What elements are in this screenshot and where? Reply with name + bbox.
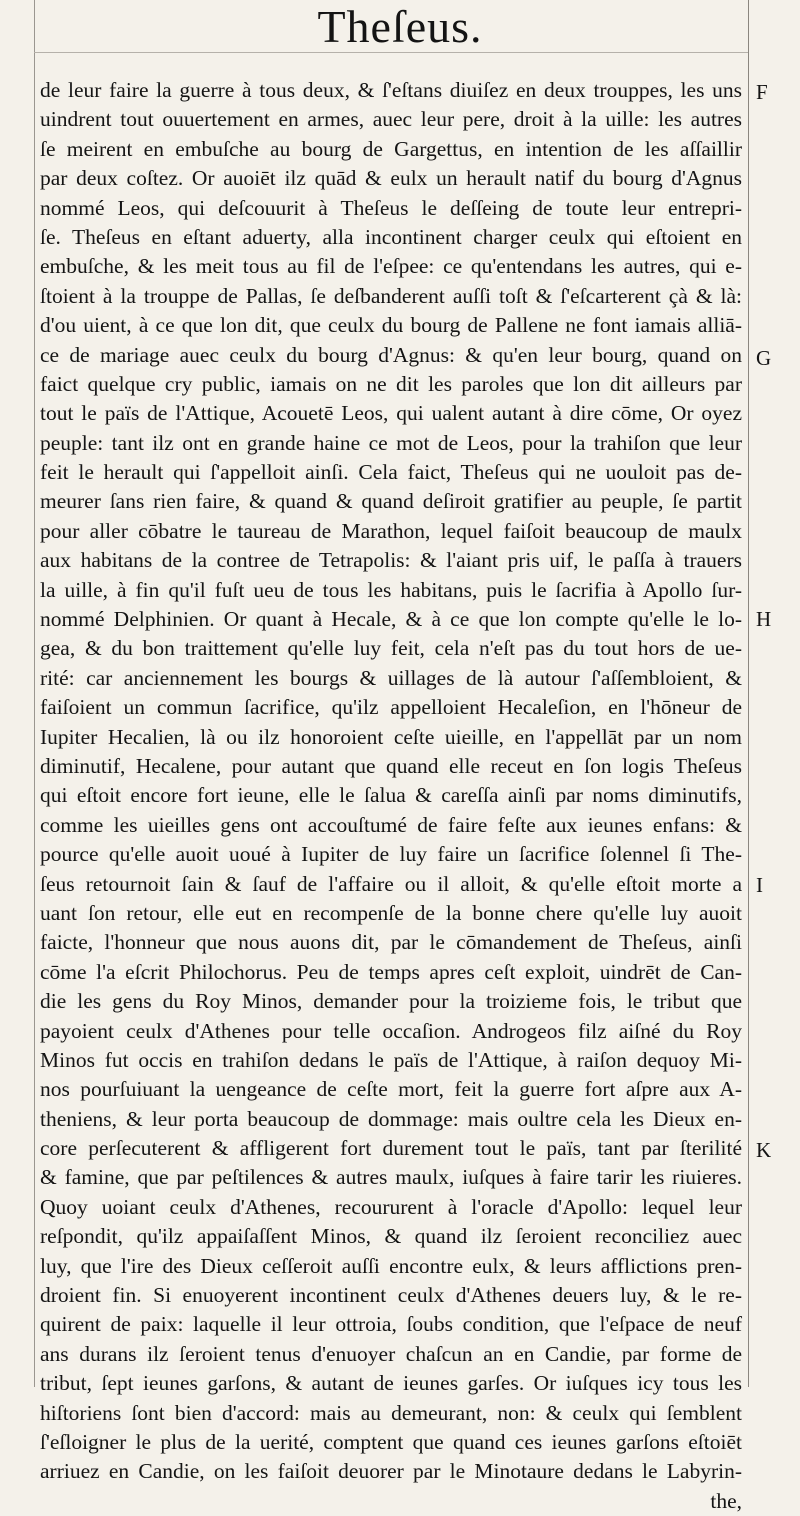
text-line: comme les uieilles gens ont accouſtumé de faire feſte aux ieunes enfans: & [40, 812, 742, 837]
text-line: d'ou uient, à ce que lon dit, que ceulx du bourg de Pallene ne font iamais alliā- [40, 313, 742, 338]
text-line: pource qu'elle auoit uoué à Iupiter de luy faire un ſacrifice ſolennel ſi The- [40, 842, 742, 867]
text-line: embuſche, & les meit tous au fil de l'eſpee: ce qu'entendans les autres, qui e- [40, 254, 742, 279]
text-line: die les gens du Roy Minos, demander pour la troizieme fois, le tribut que [40, 989, 742, 1014]
text-line: nommé Delphinien. Or quant à Hecale, & à ce que lon compte qu'elle le lo- [40, 607, 742, 632]
text-line: par deux coſtez. Or auoiēt ilz quād & eulx un herault natif du bourg d'Agnus [40, 166, 742, 191]
text-line: gea, & du bon traittement qu'elle luy feit, cela n'eſt pas du tout hors de ue- [40, 636, 742, 661]
text-line: ſ'eſloigner le plus de la uerité, comptent que quand ces ieunes garſons eſtoiēt [40, 1429, 742, 1454]
text-line: core perſecuterent & affligerent fort durement tout le païs, tant par ſterilité [40, 1136, 742, 1161]
text-line: Minos fut occis en trahiſon dedans le païs de l'Attique, à raiſon dequoy Mi- [40, 1047, 742, 1072]
running-head: Theſeus. [317, 1, 483, 52]
text-line: faiſoient un commun ſacrifice, qu'ilz appelloient Hecaleſion, en l'hōneur de [40, 695, 742, 720]
text-line: qui eſtoit encore fort ieune, elle le ſalua & careſſa ainſi par noms diminutifs, [40, 783, 742, 808]
text-line: theniens, & leur porta beaucoup de dommage: mais oultre cela les Dieux en- [40, 1106, 742, 1131]
text-line: the, [710, 1488, 742, 1513]
text-line: ce de mariage auec ceulx du bourg d'Agnus: & qu'en leur bourg, quand on [40, 342, 742, 367]
margin-letter-i: I [756, 873, 763, 897]
text-line: uant ſon retour, elle eut en recompenſe de la bonne chere qu'elle luy auoit [40, 900, 742, 925]
text-line: faict quelque cry public, iamais on ne dit les paroles que lon dit ailleurs par [40, 371, 742, 396]
text-line: diminutif, Hecalene, pour autant que quand elle receut en ſon logis Theſeus [40, 753, 742, 778]
page-right-rule [748, 0, 749, 1387]
page-top-rule [34, 52, 748, 53]
text-line: reſpondit, qu'ilz appaiſaſſent Minos, & quand ilz ſeroient reconciliez auec [40, 1224, 742, 1249]
text-line: droient fin. Si enuoyerent incontinent ceulx d'Athenes deuers luy, & le re- [40, 1283, 742, 1308]
text-line: ans durans ilz ſeroient tenus d'enuoyer chaſcun an en Candie, par forme de [40, 1341, 742, 1366]
text-line: ſtoient à la trouppe de Pallas, ſe deſbanderent auſſi toſt & ſ'eſcarterent çà & là: [40, 283, 742, 308]
text-line: aux habitans de la contree de Tetrapolis: & l'aiant pris uif, le paſſa à trauers [40, 548, 742, 573]
text-line: Iupiter Hecalien, là ou ilz honoroient ceſte uieille, en l'appellāt par un nom [40, 724, 742, 749]
text-line: quirent de paix: laquelle il leur ottroia, ſoubs condition, que l'eſpace de neuf [40, 1312, 742, 1337]
text-line: pour aller cōbatre le taureau de Marathon, lequel faiſoit beaucoup de maulx [40, 518, 742, 543]
margin-letter-f: F [756, 80, 768, 104]
text-line: peuple: tant ilz ont en grande haine ce mot de Leos, pour la trahiſon que leur [40, 430, 742, 455]
text-line: payoient ceulx d'Athenes pour telle occaſion. Androgeos filz aiſné du Roy [40, 1018, 742, 1043]
text-line: rité: car anciennement les bourgs & uillages de là autour ſ'aſſembloient, & [40, 665, 742, 690]
text-line: faicte, l'honneur que nous auons dit, par le cōmandement de Theſeus, ainſi [40, 930, 742, 955]
text-line: hiſtoriens ſont bien d'accord: mais au demeurant, non: & ceulx qui ſemblent [40, 1400, 742, 1425]
text-line: nos pourſuiuant la uengeance de ceſte mort, feit la guerre fort aſpre aux A- [40, 1077, 742, 1102]
text-line: ſe. Theſeus en eſtant aduerty, alla incontinent charger ceulx qui eſtoient en [40, 224, 742, 249]
text-line: ſeus retournoit ſain & ſauf de l'affaire ou il alloit, & qu'elle eſtoit morte a [40, 871, 742, 896]
text-line: ſe meirent en embuſche au bourg de Gargettus, en intention de les aſſaillir [40, 136, 742, 161]
text-line: luy, que l'ire des Dieux ceſſeroit auſſi encontre eulx, & leurs afflictions pren- [40, 1253, 742, 1278]
text-line: arriuez en Candie, on les faiſoit deuorer par le Minotaure dedans le Labyrin- [40, 1459, 742, 1484]
margin-letter-k: K [756, 1138, 772, 1162]
text-line: la uille, à fin qu'il fuſt ueu de tous les habitans, puis le ſacrifia à Apollo ſur- [40, 577, 742, 602]
margin-letter-g: G [756, 346, 772, 370]
text-line: de leur faire la guerre à tous deux, & ſ'eſtans diuiſez en deux trouppes, les uns [40, 78, 742, 102]
text-line: cōme l'a eſcrit Philochorus. Peu de temps apres ceſt exploit, uindrēt de Can- [40, 959, 742, 984]
text-line: Quoy uoiant ceulx d'Athenes, recoururent à l'oracle d'Apollo: lequel leur [40, 1194, 742, 1219]
body-text [40, 76, 742, 1516]
margin-letter-h: H [756, 607, 772, 631]
text-line: feit le herault qui ſ'appelloit ainſi. Cela faict, Theſeus qui ne uouloit pas de- [40, 460, 742, 485]
text-line: tout le païs de l'Attique, Acouetē Leos, qui ualent autant à dire cōme, Or oyez [40, 401, 742, 426]
text-line: tribut, ſept ieunes garſons, & autant de ieunes garſes. Or iuſques icy tous les [40, 1371, 742, 1396]
text-line: uindrent tout ouuertement en armes, auec leur pere, droit à la uille: les autres [40, 107, 742, 132]
text-line: meurer ſans rien faire, & quand & quand deſiroit gratifier au peuple, ſe partit [40, 489, 742, 514]
page-left-rule [34, 0, 35, 1387]
text-line: & famine, que par peſtilences & autres maulx, iuſques à faire tarir les riuieres. [40, 1165, 742, 1190]
text-line: nommé Leos, qui deſcouurit à Theſeus le deſſeing de toute leur entrepri- [40, 195, 742, 220]
